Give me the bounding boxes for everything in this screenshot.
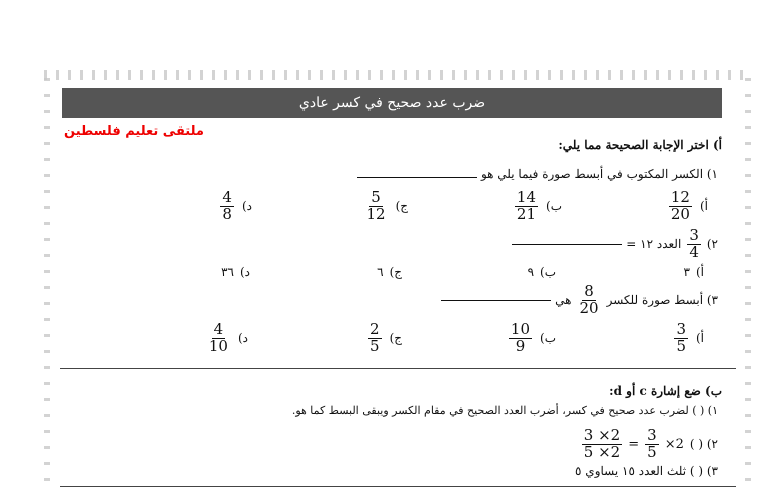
fraction: $\frac{3}{5}$ — [676, 320, 686, 355]
section-b-heading: ب) ضع إشارة c أو d: — [609, 384, 722, 398]
q2-blank — [512, 244, 622, 245]
q1-text: ١) الكسر المكتوب في أبسط صورة فيما يلي هو — [480, 167, 718, 181]
fraction: $\frac{3}{4}$ — [689, 226, 699, 261]
q3-blank — [441, 300, 551, 301]
q2-option-d: د) ٣٦ — [221, 265, 250, 279]
fraction: $\frac{2}{5}$ — [370, 320, 380, 355]
bottom-divider — [60, 486, 736, 487]
statement-2-equation: $\frac{3 \times 2}{5 \times 2}$ = $\frac{3}{5}$ ×2 — [583, 426, 684, 461]
fraction: $\frac{12}{20}$ — [670, 188, 690, 223]
dotted-border-top — [44, 70, 752, 80]
q3-line: ٣) أبسط صورة للكسر $\frac{8}{20}$ هي — [441, 284, 718, 317]
q2-line: ٢) $\frac{3}{4}$ العدد ١٢ = — [512, 228, 718, 261]
statement-3: ٣) ( ) ثلث العدد ١٥ يساوي ٥ — [575, 464, 718, 478]
q1-option-c: ج) $\frac{5}{12}$ — [366, 188, 408, 223]
q2-option-c: ج) ٦ — [377, 265, 402, 279]
fraction: $\frac{4}{8}$ — [222, 188, 232, 223]
statement-2: ٢) ( ) $\frac{3 \times 2}{5 \times 2}$ = $\frac{3}{5}$ ×2 — [580, 428, 718, 461]
q3-option-b: ب) $\frac{10}{9}$ — [510, 320, 556, 355]
statement-1: ١) ( ) لضرب عدد صحيح في كسر، أضرب العدد الصحيح في مقام الكسر ويبقى البسط كما هو. — [291, 404, 718, 417]
q3-option-c: ج) $\frac{2}{5}$ — [370, 320, 402, 355]
q2-option-b: ب) ٩ — [527, 265, 556, 279]
q1-option-d: د) $\frac{4}{8}$ — [222, 188, 252, 223]
fraction: $\frac{4}{10}$ — [208, 320, 228, 355]
fraction: $\frac{14}{21}$ — [516, 188, 537, 223]
worksheet-title: ضرب عدد صحيح في كسر عادي — [62, 88, 722, 118]
q1-option-b: ب) $\frac{14}{21}$ — [516, 188, 562, 223]
fraction: $\frac{5}{12}$ — [366, 188, 386, 223]
q3-option-d: د) $\frac{4}{10}$ — [208, 320, 248, 355]
fraction: $\frac{10}{9}$ — [510, 320, 531, 355]
dotted-border-right — [745, 78, 751, 488]
q3-option-a: أ) $\frac{3}{5}$ — [676, 320, 704, 355]
section-a-heading: أ) اختر الإجابة الصحيحة مما يلي: — [558, 138, 722, 152]
section-divider — [60, 368, 736, 369]
dotted-border-left — [44, 78, 50, 488]
watermark-text: ملتقى تعليم فلسطين — [64, 124, 204, 139]
q1-line — [357, 167, 718, 181]
q1-blank — [357, 177, 477, 178]
q1-option-a: أ) $\frac{12}{20}$ — [670, 188, 708, 223]
fraction: $\frac{8}{20}$ — [579, 282, 599, 317]
q2-option-a: أ) ٣ — [683, 265, 704, 279]
